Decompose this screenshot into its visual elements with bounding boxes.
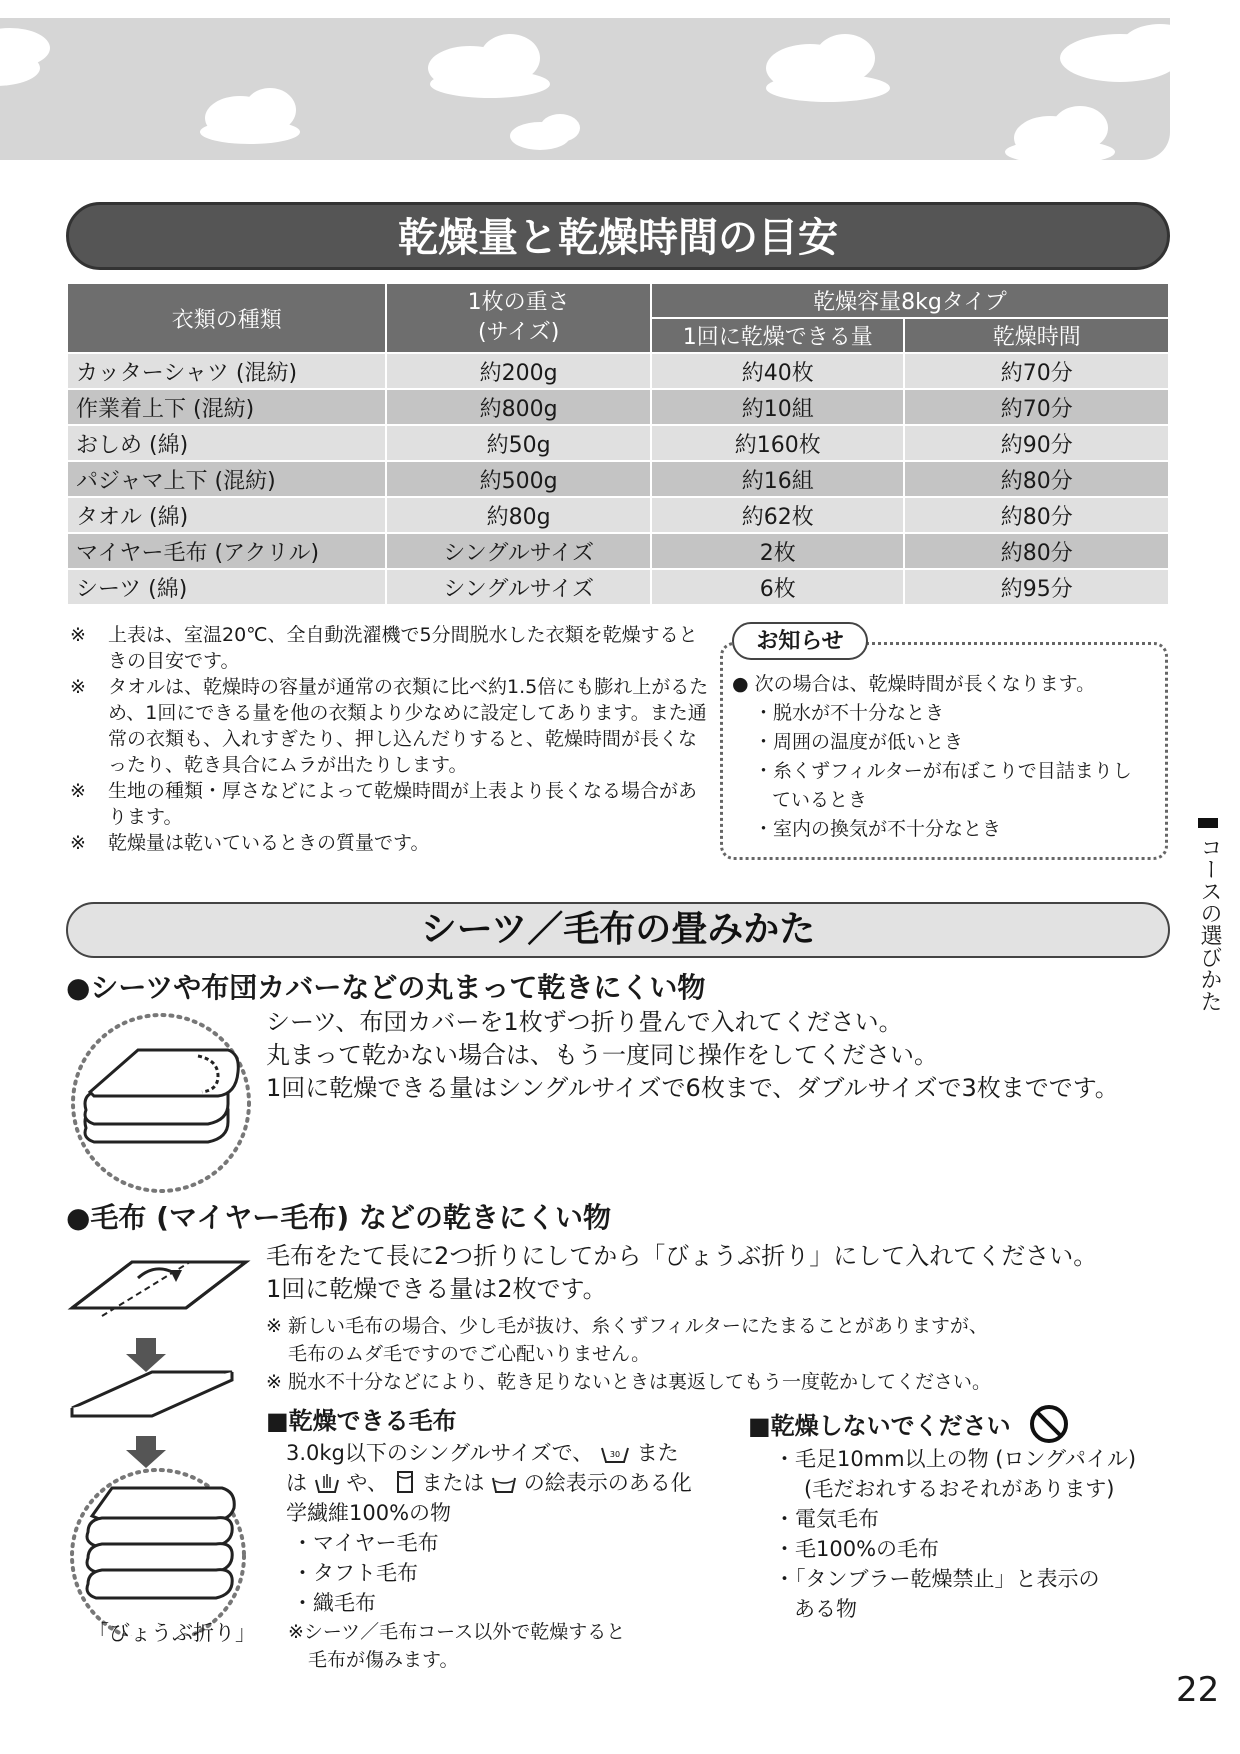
header-type: 乾燥容量8kgタイプ: [651, 283, 1169, 318]
wash-tub-icon: [491, 1472, 517, 1494]
svg-text:30: 30: [609, 1450, 620, 1459]
header-amount: 1回に乾燥できる量: [651, 318, 905, 353]
cloud-decoration: [0, 18, 1170, 160]
table-row: マイヤー毛布 (アクリル) シングルサイズ 2枚 約80分: [67, 533, 1169, 569]
list-item: ・毛100%の毛布: [774, 1537, 940, 1561]
list-item: (毛だおれするおそれがあります): [804, 1477, 1115, 1501]
ng-blanket-section: [748, 1404, 1168, 1624]
ok-heading: ■乾燥できる毛布: [266, 1407, 457, 1435]
list-item: ある物: [794, 1597, 857, 1621]
ok-items: [266, 1528, 706, 1618]
list-item: ・毛足10mm以上の物 (ロングパイル): [774, 1447, 1137, 1471]
note-item: ※ 生地の種類・厚さなどによって乾燥時間が上表より長くなる場合があります。: [70, 780, 698, 828]
note-item: ※ タオルは、乾燥時の容量が通常の衣類に比べ約1.5倍にも膨れ上がるため、1回にできる量を他の衣類より少なめに設定してあります。また通常の衣類も、入れすぎたり、押し込んだりすると、乾燥時間が長くなったり、乾き具合にムラが出たりします。: [70, 676, 709, 776]
list-item: ・タフト毛布: [292, 1561, 418, 1585]
ok-blanket-section: [266, 1404, 706, 1674]
folded-sheet-illustration: [68, 1010, 254, 1196]
header-weight: 1枚の重さ (サイズ): [386, 283, 651, 353]
blanket-instructions: 毛布をたて長に2つ折りにしてから「びょうぶ折り」にして入れてください。 1回に乾燥できる量は2枚です。: [266, 1242, 1098, 1303]
hang-dry-icon: [395, 1470, 415, 1494]
sheet-heading: ●シーツや布団カバーなどの丸まって乾きにくい物: [66, 971, 706, 1004]
header-banner: [0, 18, 1170, 160]
note-item: ※ 乾燥量は乾いているときの質量です。: [70, 832, 430, 854]
ng-heading: ■乾燥しないでください: [748, 1404, 1168, 1444]
table-row: パジャマ上下 (混紡) 約500g 約16組 約80分: [67, 461, 1169, 497]
byoubu-fold-illustration: [66, 1236, 256, 1636]
drying-table: [66, 282, 1170, 606]
ok-warning: ※シーツ／毛布コース以外で乾燥すると 毛布が傷みます。: [288, 1621, 626, 1671]
header-time: 乾燥時間: [904, 318, 1169, 353]
table-row: おしめ (綿) 約50g 約160枚 約90分: [67, 425, 1169, 461]
blanket-heading: ●毛布 (マイヤー毛布) などの乾きにくい物: [66, 1201, 611, 1234]
table-row: カッターシャツ (混紡) 約200g 約40枚 約70分: [67, 353, 1169, 389]
ok-description: 3.0kg以下のシングルサイズで、 30 また は や、 または の絵表示のある化 学繊維100%の物: [286, 1441, 692, 1525]
handwash-30-icon: [600, 1442, 630, 1464]
table-notes: [70, 622, 710, 856]
blanket-notes: ※ 新しい毛布の場合、少し毛が抜け、糸くずフィルターにたまることがありますが、 毛布のムダ毛ですのでご心配いりません。 ※ 脱水不十分などにより、乾き足りないときは裏返してもう一度乾かしてください。: [266, 1315, 991, 1393]
section-title-folding: シーツ／毛布の畳みかた: [66, 902, 1170, 958]
handwash-icon: [314, 1472, 340, 1494]
ng-items: [748, 1444, 1168, 1624]
list-item: ・電気毛布: [774, 1507, 879, 1531]
page-number: 22: [1176, 1670, 1220, 1710]
list-item: ・マイヤー毛布: [292, 1531, 439, 1555]
table-row: 作業着上下 (混紡) 約800g 約10組 約70分: [67, 389, 1169, 425]
note-item: ※ 上表は、室温20℃、全自動洗濯機で5分間脱水した衣類を乾燥するときの目安です。: [70, 624, 698, 672]
list-item: ・織毛布: [292, 1591, 376, 1615]
table-row: シーツ (綿) シングルサイズ 6枚 約95分: [67, 569, 1169, 605]
table-row: タオル (綿) 約80g 約62枚 約80分: [67, 497, 1169, 533]
side-tab-marker: [1198, 818, 1218, 828]
byoubu-caption: 「びょうぶ折り」: [88, 1621, 256, 1645]
info-label: お知らせ: [732, 622, 868, 660]
section-title-drying: 乾燥量と乾燥時間の目安: [66, 202, 1170, 270]
header-kind: 衣類の種類: [67, 283, 386, 353]
sheet-instructions: シーツ、布団カバーを1枚ずつ折り畳んで入れてください。 丸まって乾かない場合は、もう一度同じ操作をしてください。 1回に乾燥できる量はシングルサイズで6枚まで、ダブルサイズで3枚までです。: [266, 1008, 1119, 1102]
list-item: ・「タンブラー乾燥禁止」と表示の: [774, 1567, 1100, 1591]
prohibited-icon: [1029, 1404, 1069, 1444]
side-tab-label: コースの選びかた: [1197, 836, 1222, 1012]
info-body: ● 次の場合は、乾燥時間が長くなります。 ・脱水が不十分なとき ・周囲の温度が低いとき ・糸くずフィルターが布ぼこりで目詰まりし ているとき ・室内の換気が不十分なとき: [732, 673, 1132, 840]
